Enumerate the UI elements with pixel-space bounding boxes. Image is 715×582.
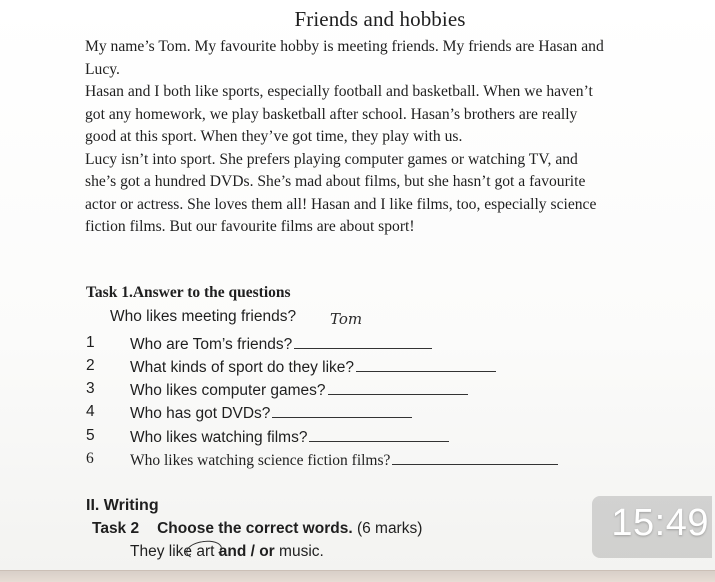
question-number: 5 — [86, 427, 95, 444]
question-text: Who has got DVDs? — [130, 403, 412, 423]
example-choice: and / or — [218, 543, 275, 560]
passage-line: got any homework, we play basketball after school. Hasan’s brothers are really — [85, 105, 578, 123]
question-text: What kinds of sport do they like? — [130, 357, 496, 377]
question-number: 3 — [86, 380, 95, 397]
task2-instruction: Choose the correct words. — [157, 520, 353, 537]
question-text: Who likes computer games? — [130, 380, 468, 400]
document-title: Friends and hobbies — [294, 7, 466, 31]
answer-blank[interactable] — [356, 357, 496, 372]
writing-section-heading: II. Writing — [86, 497, 159, 514]
task2-label: Task 2 — [92, 520, 140, 537]
question-number: 2 — [86, 357, 95, 374]
answer-blank[interactable] — [392, 450, 558, 465]
passage-line: Hasan and I both like sports, especially football and basketball. When we haven’t — [85, 83, 593, 100]
bottom-edge — [0, 570, 715, 582]
answer-blank[interactable] — [294, 334, 432, 349]
example-suffix: music. — [279, 543, 324, 560]
passage-line: Lucy isn’t into sport. She prefers playing computer games or watching TV, and — [85, 150, 578, 168]
passage-line: fiction films. But our favourite films are about sport! — [85, 218, 415, 235]
task2-header — [92, 520, 422, 538]
question-number: 6 — [86, 450, 94, 467]
task1-heading: Task 1.Answer to the questions — [86, 284, 291, 301]
passage-line: My name’s Tom. My favourite hobby is meeting friends. My friends are Hasan and — [85, 38, 604, 55]
answer-blank[interactable] — [309, 427, 449, 442]
example-question: Who likes meeting friends? — [110, 308, 297, 325]
example-prefix: They like art — [130, 543, 215, 560]
example-answer: Tom — [330, 310, 363, 328]
question-text: Who likes watching films? — [130, 427, 449, 447]
question-number: 1 — [86, 334, 95, 351]
answer-blank[interactable] — [328, 380, 468, 395]
timestamp-overlay: 15:49 — [611, 502, 709, 544]
task2-marks: (6 marks) — [356, 520, 423, 537]
answer-blank[interactable] — [272, 403, 412, 418]
passage-line: she’s got a hundred DVDs. She’s mad about films, but she hasn’t got a favourite — [85, 173, 586, 190]
task2-example — [130, 543, 324, 561]
passage-line: actor or actress. She loves them all! Hasan and I like films, too, especially science — [85, 195, 597, 213]
passage-line: good at this sport. When they’ve got time, they play with us. — [85, 128, 463, 145]
passage-line: Lucy. — [85, 60, 120, 78]
question-number: 4 — [86, 403, 95, 420]
question-text: Who are Tom’s friends? — [130, 334, 432, 354]
question-text: Who likes watching science fiction films? — [130, 450, 558, 470]
